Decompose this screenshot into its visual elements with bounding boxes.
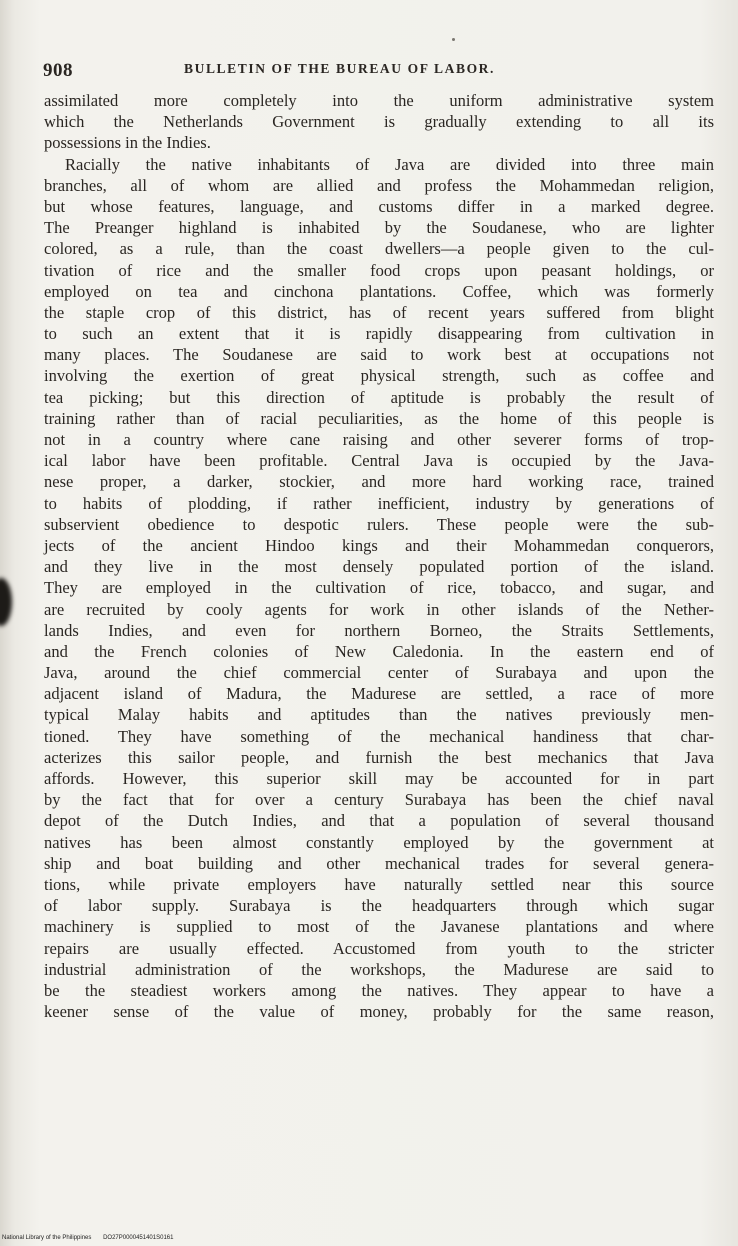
text-line: adjacent island of Madura, the Madurese are settled, a race of more bbox=[44, 684, 714, 704]
text-line: repairs are usually effected. Accustomed from youth to the stricter bbox=[44, 938, 714, 958]
text-line: ship and boat building and other mechanical trades for several genera- bbox=[44, 853, 714, 873]
text-line: involving the exertion of great physical strength, such as coffee and bbox=[44, 366, 714, 386]
text-line: affords. However, this superior skill may be accounted for in part bbox=[44, 769, 714, 788]
footer-identifier: DO27P0000451401S0161 bbox=[103, 1235, 174, 1241]
body-text bbox=[44, 90, 714, 1022]
text-line: Java, around the chief commercial center of Surabaya and upon the bbox=[44, 663, 714, 683]
text-line: Racially the native inhabitants of Java are divided into three main bbox=[65, 154, 714, 174]
text-line: are recruited by cooly agents for work in other islands of the Nether- bbox=[44, 599, 714, 619]
paragraph-racial-groups bbox=[44, 154, 714, 1023]
text-line: machinery is supplied to most of the Javanese plantations and where bbox=[44, 917, 714, 937]
print-speck bbox=[452, 38, 455, 41]
text-line: industrial administration of the workshops, the Madurese are said to bbox=[44, 959, 714, 979]
scan-footer bbox=[2, 1235, 173, 1241]
text-line: and they live in the most densely populated portion of the island. bbox=[44, 557, 714, 577]
text-line: keener sense of the value of money, probably for the same reason, bbox=[44, 1002, 714, 1022]
text-line: to such an extent that it is rapidly disappearing from cultivation in bbox=[44, 324, 714, 344]
text-line: possessions in the Indies. bbox=[44, 133, 211, 153]
text-line: which the Netherlands Government is gradually extending to all its bbox=[44, 112, 714, 132]
text-line: typical Malay habits and aptitudes than the natives previously men- bbox=[44, 705, 714, 725]
paragraph-continued bbox=[44, 90, 714, 154]
text-line: tea picking; but this direction of aptitude is probably the result of bbox=[44, 387, 714, 407]
text-line: The Preanger highland is inhabited by the Soudanese, who are lighter bbox=[44, 218, 714, 238]
text-line: tivation of rice and the smaller food crops upon peasant holdings, or bbox=[44, 260, 714, 280]
text-line: depot of the Dutch Indies, and that a population of several thousand bbox=[44, 811, 714, 831]
text-line: branches, all of whom are allied and profess the Mohammedan religion, bbox=[44, 175, 714, 195]
footer-library: National Library of the Philippines bbox=[2, 1235, 92, 1241]
text-line: lands Indies, and even for northern Borneo, the Straits Settlements, bbox=[44, 620, 714, 640]
text-line: jects of the ancient Hindoo kings and their Mohammedan conquerors, bbox=[44, 535, 714, 555]
text-line: to habits of plodding, if rather inefficient, industry by generations of bbox=[44, 493, 714, 513]
text-line: the staple crop of this district, has of recent years suffered from blight bbox=[44, 302, 714, 322]
text-line: ical labor have been profitable. Central Java is occupied by the Java- bbox=[44, 451, 714, 471]
text-line: tioned. They have something of the mechanical handiness that char- bbox=[44, 726, 714, 746]
text-line: be the steadiest workers among the natives. They appear to have a bbox=[44, 980, 714, 1000]
text-line: They are employed in the cultivation of rice, tobacco, and sugar, and bbox=[44, 578, 714, 598]
running-title: BULLETIN OF THE BUREAU OF LABOR. bbox=[184, 61, 495, 76]
text-line: acterizes this sailor people, and furnish the best mechanics that Java bbox=[44, 747, 714, 767]
text-line: of labor supply. Surabaya is the headquarters through which sugar bbox=[44, 896, 714, 916]
text-line: but whose features, language, and customs differ in a marked degree. bbox=[44, 196, 714, 216]
text-line: and the French colonies of New Caledonia. In the eastern end of bbox=[44, 641, 714, 661]
text-line: many places. The Soudanese are said to work best at occupations not bbox=[44, 345, 714, 365]
text-line: by the fact that for over a century Surabaya has been the chief naval bbox=[44, 790, 714, 810]
text-line: natives has been almost constantly employed by the government at bbox=[44, 832, 714, 852]
text-line: not in a country where cane raising and other severer forms of trop- bbox=[44, 430, 714, 449]
text-line: nese proper, a darker, stockier, and more hard working race, trained bbox=[44, 472, 714, 492]
text-line: tions, while private employers have naturally settled near this source bbox=[44, 874, 714, 894]
binding-shadow bbox=[0, 578, 12, 626]
text-line: colored, as a rule, than the coast dwellers—a people given to the cul- bbox=[44, 239, 714, 259]
page-number: 908 bbox=[43, 60, 73, 81]
text-line: training rather than of racial peculiarities, as the home of this people is bbox=[44, 408, 714, 428]
text-line: subservient obedience to despotic rulers. These people were the sub- bbox=[44, 514, 714, 534]
text-line: assimilated more completely into the uniform administrative system bbox=[44, 91, 714, 110]
text-line: employed on tea and cinchona plantations. Coffee, which was formerly bbox=[44, 281, 714, 301]
